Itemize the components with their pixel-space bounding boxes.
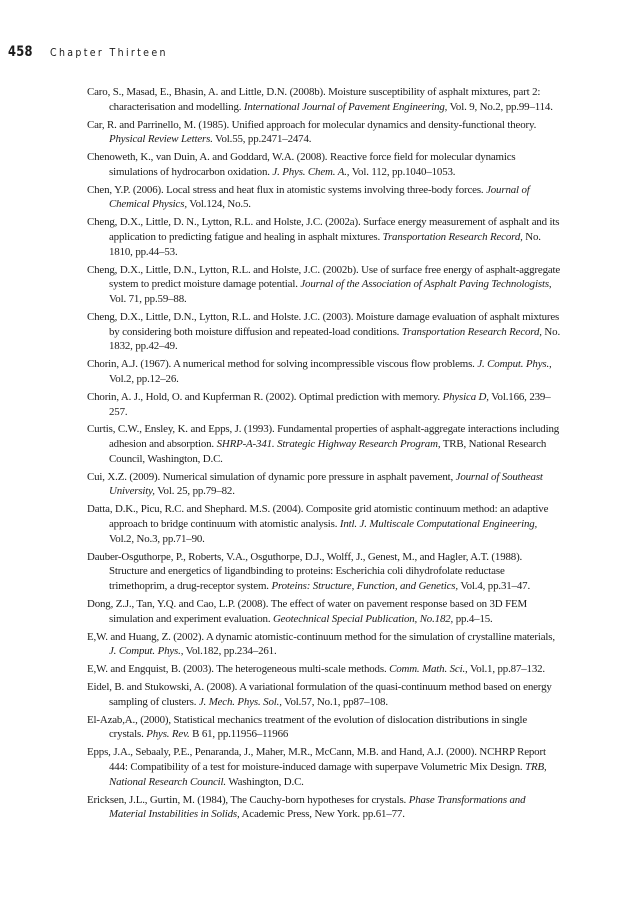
chapter-label: Chapter Thirteen <box>50 47 168 59</box>
reference-details: Vol. 9, No.2, pp.99–114. <box>447 100 553 113</box>
reference-text: Cheng, D.X., Little, D. N., Lytton, R.L. and Holste, J.C. (2002a). Surface energy measurement of asphalt and its application to predicting fatigue and healing in asphalt mixtures. <box>87 216 560 244</box>
reference-entry <box>87 793 561 822</box>
reference-details: Vol.1, pp.87–132. <box>467 663 546 676</box>
reference-text: E,W. and Huang, Z. (2002). A dynamic atomistic-continuum method for the simulation of crystalline materials, <box>87 630 555 643</box>
reference-details: B 61, pp.11956–11966 <box>189 728 289 741</box>
reference-source: Journal of the Association of Asphalt Paving Technologists, <box>300 278 552 291</box>
reference-details: Vol.124, No.5. <box>186 198 251 211</box>
reference-source: Physical Review Letters. <box>109 133 213 146</box>
reference-entry <box>87 597 561 626</box>
reference-details: Vol.57, No.1, pp87–108. <box>281 695 388 708</box>
reference-text: Car, R. and Parrinello, M. (1985). Unified approach for molecular dynamics and density-functional theory. <box>87 118 537 131</box>
reference-source: J. Comput. Phys., <box>109 645 184 658</box>
reference-text: Eidel, B. and Stukowski, A. (2008). A variational formulation of the quasi-continuum method based on energy sampling of clusters. <box>87 681 552 708</box>
reference-entry <box>87 713 561 742</box>
reference-details: Washington, D.C. <box>226 775 304 788</box>
reference-source: Proteins: Structure, Function, and Genetics, <box>271 580 458 593</box>
reference-source: Transportation Research Record, <box>382 231 523 244</box>
reference-details: No. 1810, pp.44–53. <box>109 231 541 258</box>
reference-source: Phase Transformations and Material Instabilities in Solids, <box>109 793 526 821</box>
reference-details: Vol.2, pp.12–26. <box>109 372 179 385</box>
reference-source: Transportation Research Record, <box>401 325 542 338</box>
reference-source: Journal of Southeast University, <box>109 470 543 498</box>
page-number: 458 <box>8 44 33 60</box>
reference-text: Dauber-Osguthorpe, P., Roberts, V.A., Osguthorpe, D.J., Wolff, J., Genest, M., and Hagler, A.T. (1988). Structure and energetics of ligandbinding to proteins: Escherichia coli dihydrofolate reductase trimethoprim, a drug-receptor system. <box>87 550 523 593</box>
reference-details: Vol. 25, pp.79–82. <box>154 485 235 498</box>
reference-entry <box>87 502 561 546</box>
reference-details: pp.4–15. <box>453 612 493 625</box>
reference-details: TRB, National Research Council, Washington, D.C. <box>109 438 547 465</box>
reference-entry <box>87 150 561 179</box>
reference-entry <box>87 357 561 386</box>
reference-source: Journal of Chemical Physics, <box>109 183 530 211</box>
reference-entry <box>87 680 561 709</box>
reference-text: Curtis, C.W., Ensley, K. and Epps, J. (1993). Fundamental properties of asphalt-aggregate interactions including adhesion and absorption. <box>87 423 560 451</box>
reference-entry <box>87 390 561 419</box>
reference-text: Cui, X.Z. (2009). Numerical simulation of dynamic pore pressure in asphalt pavement, <box>87 470 456 483</box>
reference-details: Vol. 112, pp.1040–1053. <box>349 165 456 178</box>
reference-text: Ericksen, J.L., Gurtin, M. (1984), The Cauchy-born hypotheses for crystals. <box>87 793 409 806</box>
reference-entry <box>87 745 561 789</box>
reference-source: Comm. Math. Sci., <box>389 663 468 676</box>
reference-details: Vol.182, pp.234–261. <box>183 645 277 658</box>
reference-details: Vol. 71, pp.59–88. <box>109 293 187 306</box>
reference-entry <box>87 630 561 659</box>
reference-list <box>87 85 561 825</box>
reference-text: Epps, J.A., Sebaaly, P.E., Penaranda, J., Maher, M.R., McCann, M.B. and Hand, A.J. (2000). NCHRP Report 444: Compatibility of a test for moisture-induced damage with superpave Volumetric Mix Design. <box>87 746 546 773</box>
reference-entry <box>87 662 561 677</box>
reference-source: Phys. Rev. <box>146 728 190 741</box>
reference-source: J. Mech. Phys. Sol., <box>198 695 282 708</box>
reference-entry <box>87 310 561 354</box>
reference-entry <box>87 118 561 147</box>
reference-source: Intl. J. Multiscale Computational Engineering, <box>339 518 538 531</box>
reference-source: J. Comput. Phys., <box>477 358 552 371</box>
reference-entry <box>87 550 561 594</box>
reference-text: Caro, S., Masad, E., Bhasin, A. and Little, D.N. (2008b). Moisture susceptibility of asphalt mixtures, part 2: characterisation and modelling. <box>87 86 541 113</box>
reference-details: Academic Press, New York. pp.61–77. <box>239 808 405 821</box>
reference-details: Vol.55, pp.2471–2474. <box>212 133 312 146</box>
reference-text: Cheng, D.X., Little, D.N., Lytton, R.L. and Holste. J.C. (2003). Moisture damage evaluation of asphalt mixtures by considering both moisture diffusion and repeated-load conditions. <box>87 310 560 338</box>
reference-source: International Journal of Pavement Engineering, <box>243 100 448 113</box>
reference-text: El-Azab,A., (2000), Statistical mechanics treatment of the evolution of dislocation distributions in single crystals. <box>87 713 528 741</box>
reference-text: E,W. and Engquist, B. (2003). The heterogeneous multi-scale methods. <box>87 663 390 676</box>
reference-details: Vol.2, No.3, pp.71–90. <box>109 532 205 545</box>
reference-text: Chenoweth, K., van Duin, A. and Goddard, W.A. (2008). Reactive force field for molecular dynamics simulations of hydrocarbon oxidation. <box>87 151 516 178</box>
reference-entry <box>87 183 561 212</box>
reference-source: J. Phys. Chem. A., <box>272 165 350 178</box>
reference-text: Dong, Z.J., Tan, Y.Q. and Cao, L.P. (2008). The effect of water on pavement response based on 3D FEM simulation and experiment evaluation. <box>87 597 528 625</box>
reference-text: Chorin, A. J., Hold, O. and Kupferman R. (2002). Optimal prediction with memory. <box>87 390 443 403</box>
reference-entry <box>87 422 561 466</box>
reference-text: Cheng, D.X., Little, D.N., Lytton, R.L. and Holste, J.C. (2002b). Use of surface free energy of asphalt-aggregate system to predict moisture damage potential. <box>87 263 561 291</box>
reference-entry <box>87 85 561 114</box>
reference-details: Vol.4, pp.31–47. <box>457 580 531 593</box>
reference-entry <box>87 470 561 499</box>
reference-source: SHRP-A-341. Strategic Highway Research Program, <box>216 438 441 451</box>
reference-source: TRB, National Research Council. <box>109 760 547 788</box>
reference-text: Chen, Y.P. (2006). Local stress and heat flux in atomistic systems involving three-body forces. <box>87 183 487 196</box>
reference-details: No. 1832, pp.42–49. <box>109 325 561 353</box>
reference-source: Geotechnical Special Publication, No.182, <box>272 612 454 625</box>
reference-details: Vol.166, 239–257. <box>109 390 551 418</box>
running-head <box>8 44 181 60</box>
reference-entry <box>87 263 561 307</box>
reference-text: Datta, D.K., Picu, R.C. and Shephard. M.S. (2004). Composite grid atomistic continuum method: an adaptive approach to bridge continuum with atomistic analysis. <box>87 503 549 531</box>
reference-text: Chorin, A.J. (1967). A numerical method for solving incompressible viscous flow problems. <box>87 358 478 371</box>
reference-source: Physica D, <box>442 390 489 403</box>
reference-entry <box>87 215 561 259</box>
